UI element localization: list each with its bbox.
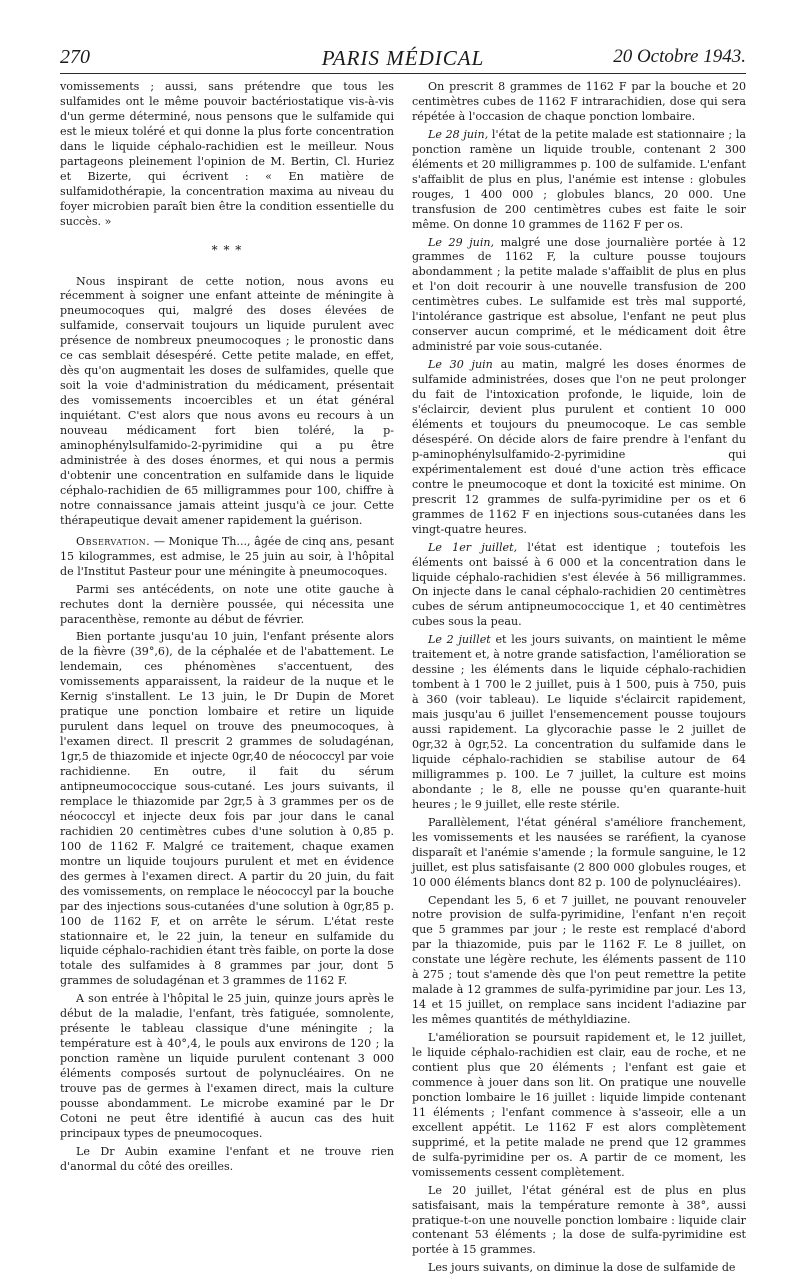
dated-paragraph: [412, 633, 746, 812]
section-separator: * * *: [211, 242, 243, 257]
page-number: 270: [60, 46, 90, 68]
entry-date: Le 2 juillet: [428, 633, 491, 647]
paragraph: Parmi ses antécédents, on note une otite gauche à rechutes dont la dernière poussée, qui nécessita une paracenthèse, remonte au début de février.: [60, 582, 394, 626]
entry-text: au matin, malgré les doses énormes de sulfamide administrées, doses que l'on ne peut prolonger du fait de l'intoxication profonde, le liquide, loin de s'éclaircir, devient plus purulent et contient 10 000 éléments et toujours du pneumocoque. Le cas semble désespéré. On décide alors de faire prendre à l'enfant du p-aminophénylsulfamido-2-pyrimidine qui expérimentalement est doué d'une action très efficace contre le pneumocoque et dont la toxicité est minime. On prescrit 12 grammes de sulfa-pyrimidine per os et 6 grammes de 1162 F en injections sous-cutanées dans les vingt-quatre heures.: [412, 358, 746, 536]
issue-date: 20 Octobre 1943.: [613, 46, 746, 67]
paragraph: Cependant les 5, 6 et 7 juillet, ne pouvant renouveler notre provision de sulfa-pyrimidine, l'enfant n'en reçoit que 5 grammes par jour ; le reste est remplacé d'abord par la thiazomide, puis par le 1162 F. Le 8 juillet, on constate une légère rechute, les éléments passent de 110 à 275 ; tout s'amende dès que l'on peut remettre la petite malade à 12 grammes de sulfa-pyrimidine par jour. Les 13, 14 et 15 juillet, on remplace sans incident l'adiazine par les mêmes quantités de méthyldiazine.: [412, 893, 746, 1027]
observation-label: Observation.: [76, 534, 151, 548]
observation-paragraph: [60, 535, 394, 580]
paragraph: Le 20 juillet, l'état général est de plus en plus satisfaisant, mais la température remonte à 38°, aussi pratique-t-on une nouvelle ponction lombaire : liquide clair contenant 53 éléments ; la dose de sulfa-pyrimidine est portée à 15 grammes.: [412, 1183, 746, 1257]
paragraph: On prescrit 8 grammes de 1162 F par la bouche et 20 centimètres cubes de 1162 F intrarachidien, dose qui sera répétée à l'occasion de chaque ponction lombaire.: [412, 80, 746, 123]
paragraph: vomissements ; aussi, sans prétendre que tous les sulfamides ont le même pouvoir bactériostatique vis-à-vis d'un germe déterminé, nous pensons que le sulfamide qui est le mieux toléré et qui donne la plus forte concentration dans le liquide céphalo-rachidien est le meilleur. Nous partageons pleinement l'opinion de M. Bertin, Cl. Huriez et Bizerte, qui écrivent : « En matière de sulfamidothérapie, la concentration maxima au niveau du foyer microbien paraît bien être la condition essentielle du succès. »: [60, 80, 394, 228]
journal-title: PARIS MÉDICAL: [321, 46, 485, 70]
right-column: [412, 80, 746, 1279]
entry-date: Le 30 juin: [428, 358, 493, 372]
dated-paragraph: [412, 541, 746, 631]
dated-paragraph: [412, 128, 746, 233]
paragraph: Les jours suivants, on diminue la dose de sulfamide de: [428, 1261, 736, 1275]
entry-text: malgré une dose journalière portée à 12 grammes de 1162 F, la culture pousse toujours abondamment ; la petite malade s'affaiblit de plus en plus et l'on doit recourir à une nouvelle transfusion de 200 centimètres cubes. Le sulfamide est très mal supporté, l'intolérance gastrique est absolue, l'enfant ne peut plus conserver aucun comprimé, et le médicament doit être administré par voie sous-cutanée.: [412, 235, 746, 354]
entry-text: l'état est identique ; toutefois les éléments ont baissé à 6 000 et la concentration dans le liquide céphalo-rachidien s'est élevée à 56 milligrammes. On injecte dans le canal céphalo-rachidien 20 centimètres cubes de sérum antipneumococcique 1, et 40 centimètres cubes sous la peau.: [412, 540, 746, 629]
journal-page: [60, 46, 747, 1275]
observation-text: — Monique Th..., âgée de cinq ans, pesant 15 kilogrammes, est admise, le 25 juin au soir, à l'hôpital de l'Institut Pasteur pour une méningite à pneumocoques.: [60, 534, 394, 578]
entry-text: et les jours suivants, on maintient le même traitement et, à notre grande satisfaction, l'amélioration se dessine ; les éléments dans le liquide céphalo-rachidien tombent à 1 700 le 2 juillet, puis à 1 500, puis à 750, puis à 360 (voir tableau). Le liquide s'éclaircit rapidement, mais jusqu'au 6 juillet l'ensemencement pousse toujours aussi rapidement. La glycorachie passe le 2 juillet de 0gr,32 à 0gr,52. La concentration du sulfamide dans le liquide céphalo-rachidien se stabilise autour de 64 milligrammes p. 100. Le 7 juillet, la culture est moins abondante ; le 8, elle ne pousse qu'en quarante-huit heures ; le 9 juillet, elle reste stérile.: [412, 633, 747, 811]
dated-paragraph: [412, 358, 746, 537]
paragraph: Bien portante jusqu'au 10 juin, l'enfant présente alors de la fièvre (39°,6), de la céphalée et de l'abattement. Le lendemain, ces phénomènes s'accentuent, des vomissements apparaissent, la raideur de la nuque et le Kernig s'installent. Le 13 juin, le Dr Dupin de Moret pratique une ponction lombaire et retire un liquide purulent dans lequel on trouve des pneumocoques, à l'examen direct. Il prescrit 2 grammes de soludagénan, 1gr,5 de thiazomide et injecte 0gr,40 de néococcyl par voie rachidienne. En outre, il fait du sérum antipneumococcique sous-cutané. Les jours suivants, il remplace le thiazomide par 2gr,5 à 3 grammes per os de néococcyl et injecte deux fois par jour dans le canal rachidien 20 centimètres cubes d'une solution à 0,85 p. 100 de 1162 F. Malgré ce traitement, chaque examen montre un liquide toujours purulent et met en évidence des germes à l'examen direct. A partir du 20 juin, du fait des vomissements, on remplace le néococcyl par la bouche par des injections sous-cutanées d'une solution à 0gr,85 p. 100 de 1162 F, et on arrête le sérum. L'état reste stationnaire et, le 22 juin, la teneur en sulfamide du liquide céphalo-rachidien étant très faible, on porte la dose totale des sulfamides à 8 grammes par jour, dont 5 grammes de soludagénan et 3 grammes de 1162 F.: [60, 630, 394, 988]
entry-text: l'état de la petite malade est stationnaire ; la ponction ramène un liquide trouble, contenant 2 300 éléments et 20 milligrammes p. 100 de sulfamide. L'enfant s'affaiblit de plus en plus, l'anémie est intense : globules rouges, 1 400 000 ; globules blancs, 20 000. Une transfusion de 200 centimètres cubes est faite le soir même. On donne 10 grammes de 1162 F per os.: [412, 127, 746, 231]
paragraph: Nous inspirant de cette notion, nous avons eu récemment à soigner une enfant atteinte de méningite à pneumocoques qui, malgré des doses élevées de sulfamide, conservait toujours un liquide purulent avec présence de nombreux pneumocoques ; le pronostic dans ce cas semblait désespéré. Cette petite malade, en effet, dès qu'on augmentait les doses de sulfamides, quelle que soit la voie d'administration du médicament, présentait des vomissements incoercibles et un état général inquiétant. C'est alors que nous avons eu recours à un nouveau médicament fort bien toléré, la p-aminophénylsulfamido-2-pyrimidine qui a pu être administrée à des doses énormes, et qui nous a permis d'obtenir une concentration en sulfamide dans le liquide céphalo-rachidien de 65 milligrammes pour 100, chiffre à notre connaissance jamais atteint jusqu'à ce jour. Cette thérapeutique devait amener rapidement la guérison.: [60, 274, 394, 527]
paragraph: Parallèlement, l'état général s'améliore franchement, les vomissements et les nausées se raréfient, la cyanose disparaît et l'anémie s'amende ; la formule sanguine, le 12 juillet, est plus satisfaisante (2 800 000 globules rouges, et 10 000 éléments blancs dont 82 p. 100 de polynucléaires).: [412, 815, 746, 889]
paragraph: A son entrée à l'hôpital le 25 juin, quinze jours après le début de la maladie, l'enfant, très fatiguée, somnolente, présente le tableau classique d'une méningite ; la température est à 40°,4, le pouls aux environs de 120 ; la ponction ramène un liquide purulent contenant 3 000 éléments composés surtout de polynucléaires. On ne trouve pas de germes à l'examen direct, mais la culture pousse abondamment. Le microbe examiné par le Dr Cotoni ne peut être identifié à aucun cas des huit principaux types de pneumocoques.: [60, 992, 394, 1140]
paragraph: L'amélioration se poursuit rapidement et, le 12 juillet, le liquide céphalo-rachidien est clair, eau de roche, et ne contient plus que 20 éléments ; l'enfant est gaie et commence à jouer dans son lit. On pratique une nouvelle ponction lombaire le 16 juillet : liquide limpide contenant 11 éléments ; l'enfant commence à s'asseoir, elle a un excellent appétit. Le 1162 F est alors complètement supprimé, et la petite malade ne prend que 12 grammes de sulfa-pyrimidine per os. A partir de ce moment, les vomissements cessent complètement.: [412, 1031, 746, 1179]
left-column: [60, 80, 394, 1178]
dated-paragraph: [412, 236, 746, 356]
entry-date: Le 28 juin,: [428, 127, 489, 141]
entry-date: Le 29 juin,: [428, 235, 495, 249]
entry-date: Le 1er juillet,: [428, 540, 518, 554]
paragraph: Le Dr Aubin examine l'enfant et ne trouve rien d'anormal du côté des oreilles.: [60, 1144, 394, 1173]
running-header: [60, 46, 746, 74]
